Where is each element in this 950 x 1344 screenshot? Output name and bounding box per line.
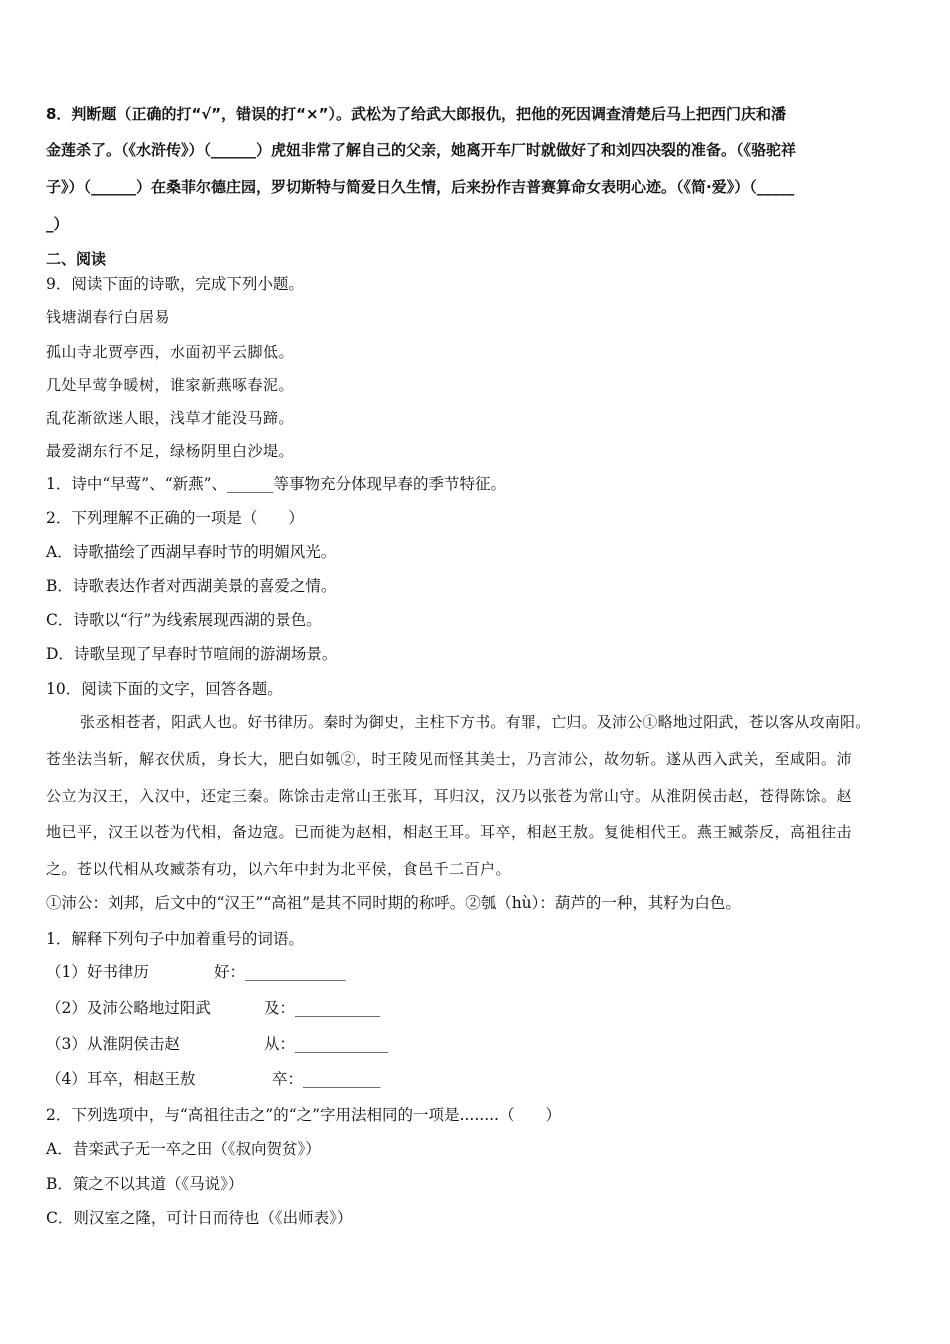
- passage-line-5: 之。苍以代相从攻臧荼有功，以六年中封为北平侯，食邑千二百户。: [46, 860, 512, 878]
- q10-item-2: [46, 998, 910, 1018]
- poem-line-4: 最爱湖东行不足，绿杨阴里白沙堤。: [46, 442, 295, 460]
- q10-item-1: [46, 962, 910, 982]
- q10-intro: 10．阅读下面的文字，回答各题。: [46, 680, 283, 698]
- q10-item-3-text: （3）从淮阴侯击赵: [46, 1035, 180, 1053]
- q9-option-d: D．诗歌呈现了早春时节喧闹的游湖场景。: [46, 645, 338, 663]
- q10-item-4: [46, 1069, 910, 1089]
- q9-subquestion-2: 2．下列理解不正确的一项是（ ）: [46, 509, 304, 527]
- q9-intro: 9．阅读下面的诗歌，完成下列小题。: [46, 275, 304, 293]
- passage-line-3: 公立为汉王，入汉中，还定三秦。陈馀击走常山王张耳，耳归汉，汉乃以张苍为常山守。从淮阴侯击赵，苍得陈馀。赵: [46, 787, 853, 805]
- q9-subquestion-1: 1．诗中“早莺”、“新燕”、______等事物充分体现早春的季节特征。: [46, 475, 507, 493]
- poem-line-1: 孤山寺北贾亭西，水面初平云脚低。: [46, 343, 295, 361]
- passage-footnote: ①沛公：刘邦，后文中的“汉王”“高祖”是其不同时期的称呼。②瓠（hù）：葫芦的一种，其籽为白色。: [46, 894, 741, 912]
- q10-subquestion-2: 2．下列选项中，与“高祖往击之”的“之”字用法相同的一项是........（ ）: [46, 1106, 561, 1124]
- q10-item-2-blank: 及：___________: [264, 999, 381, 1017]
- q10-item-4-text: （4）耳卒，相赵王敖: [46, 1070, 196, 1088]
- q8-line-2: 金莲杀了。（《水浒传》）（______）虎妞非常了解自己的父亲，她离开车厂时就做好了和刘四决裂的准备。（《骆驼祥: [46, 141, 797, 159]
- q8-line-4: _）: [46, 215, 69, 233]
- q10-item-1-text: （1）好书律历: [46, 963, 149, 981]
- poem-line-2: 几处早莺争暖树，谁家新燕啄春泥。: [46, 376, 295, 394]
- q10-item-1-blank: 好：_____________: [214, 963, 346, 981]
- q8-line-1: 8．判断题（正确的打“√”，错误的打“×”）。武松为了给武大郎报仇，把他的死因调查清楚后马上把西门庆和潘: [46, 105, 786, 123]
- passage-line-1: 张丞相苍者，阳武人也。好书律历。秦时为御史，主柱下方书。有罪，亡归。及沛公①略地过阳武，苍以客从攻南阳。: [80, 713, 871, 731]
- passage-line-2: 苍坐法当斩，解衣伏质，身长大，肥白如瓠②，时王陵见而怪其美士，乃言沛公，故勿斩。遂从西入武关，至咸阳。沛: [46, 750, 853, 768]
- q9-option-a: A．诗歌描绘了西湖早春时节的明媚风光。: [46, 543, 337, 561]
- q10-subquestion-1: 1．解释下列句子中加着重号的词语。: [46, 930, 304, 948]
- poem-title: 钱塘湖春行白居易: [46, 308, 171, 326]
- section-heading-reading: 二、阅读: [46, 250, 107, 268]
- q10-option-c: C．则汉室之隆，可计日而待也（《出师表》）: [46, 1209, 353, 1227]
- poem-line-3: 乱花渐欲迷人眼，浅草才能没马蹄。: [46, 409, 295, 427]
- q9-option-c: C．诗歌以“行”为线索展现西湖的景色。: [46, 611, 322, 629]
- q10-item-2-text: （2）及沛公略地过阳武: [46, 999, 211, 1017]
- passage-line-4: 地已平，汉王以苍为代相，备边寇。已而徙为赵相，相赵王耳。耳卒，相赵王敖。复徙相代王。燕王臧荼反，高祖往击: [46, 823, 853, 841]
- q10-option-a: A．昔栾武子无一卒之田（《叔向贺贫》）: [46, 1140, 321, 1158]
- q10-item-3-blank: 从：____________: [264, 1035, 389, 1053]
- q10-item-3: [46, 1034, 910, 1054]
- q8-line-3: 子》）（______）在桑菲尔德庄园，罗切斯特与简爱日久生情，后来扮作吉普赛算命女表明心迹。（《简·爱》）（_____: [46, 178, 795, 196]
- q10-option-b: B．策之不以其道（《马说》）: [46, 1175, 244, 1193]
- q10-item-4-blank: 卒：__________: [272, 1070, 381, 1088]
- q9-option-b: B．诗歌表达作者对西湖美景的喜爱之情。: [46, 577, 337, 595]
